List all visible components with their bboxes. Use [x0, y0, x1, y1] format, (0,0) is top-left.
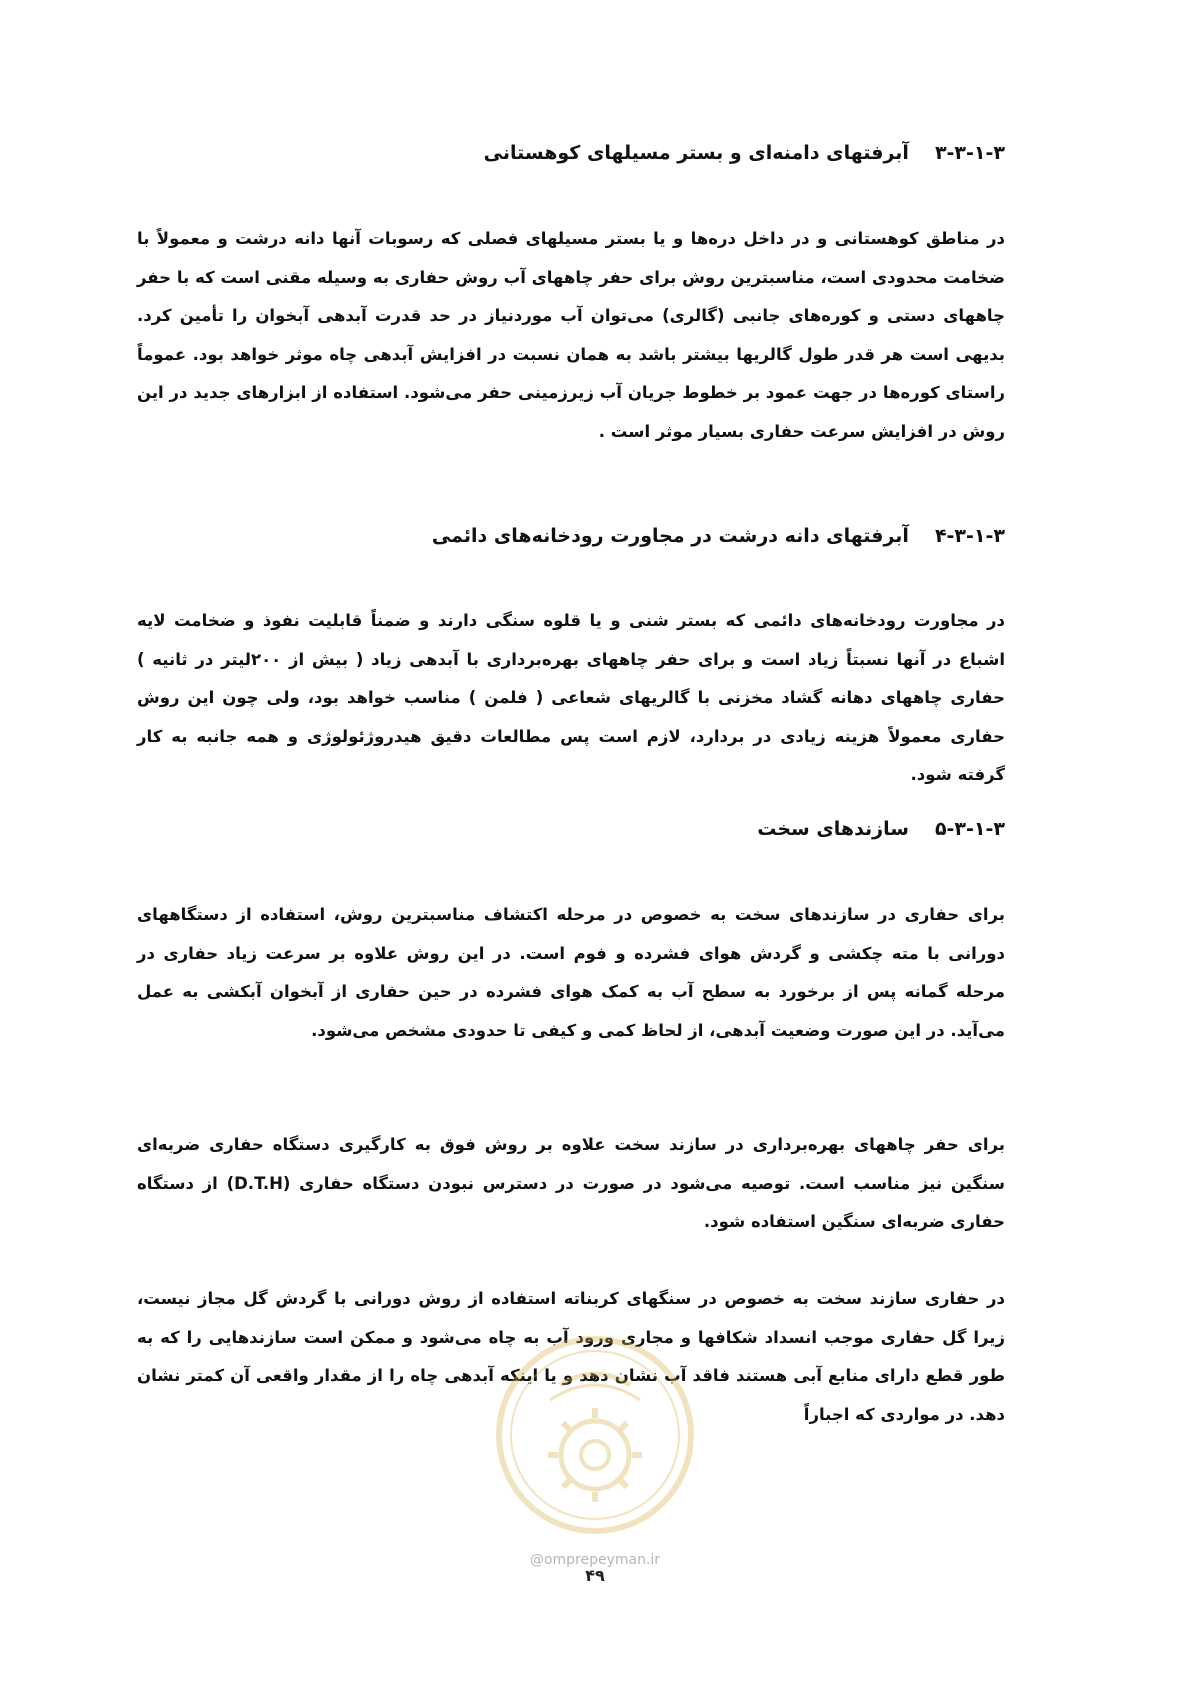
section-heading-4-3-1-3 [432, 525, 1005, 547]
section-number: ۵-۳-۱-۳ [934, 818, 1005, 840]
section-number: ۳-۳-۱-۳ [934, 142, 1005, 164]
section-title: آبرفتهای دانه درشت در مجاورت رودخانه‌های دائمی [431, 525, 909, 547]
paragraph: در مجاورت رودخانه‌های دائمی که بستر شنی و یا قلوه سنگی دارند و ضمناً قابلیت نفوذ و ضخامت لایه اشباع در آنها نسبتاً زیاد است و برای حفر چاههای بهره‌برداری با آبدهی زیاد ( بیش از ۲۰۰لیتر در ثانیه ) حفاری چاههای دهانه گشاد مخزنی با گالریهای شعاعی ( فلمن ) مناسب خواهد بود، ولی چون این روش حفاری معمولاً هزینه زیادی در بردارد، لازم است پس مطالعات دقیق هیدروژئولوژی و همه جانبه به کار گرفته شود. [137, 611, 1005, 785]
section-title: سازندهای سخت [757, 818, 909, 840]
section-heading-3-3-1-3 [484, 142, 1005, 164]
paragraph: برای حفاری در سازندهای سخت به خصوص در مرحله اکتشاف مناسبترین روش، استفاده از دستگاههای دورانی با مته چکشی و گردش هوای فشرده و فوم است. در این روش علاوه بر سرعت زیاد حفاری در مرحله گمانه پس از برخورد به سطح آب به کمک هوای فشرده در حین حفاری از آبخوان آبکشی به عمل می‌آید. در این صورت وضعیت آبدهی، از لحاظ کمی و کیفی تا حدودی مشخص می‌شود. [137, 905, 1005, 1040]
section-number: ۴-۳-۱-۳ [934, 525, 1005, 547]
watermark-site: @omprepeyman.ir [529, 1552, 661, 1568]
paragraph: در مناطق کوهستانی و در داخل دره‌ها و یا بستر مسیلهای فصلی که رسوبات آنها دانه درشت و معمولاً با ضخامت محدودی است، مناسبترین روش برای حفر چاههای آب روش حفاری به وسیله مقنی است که با حفر چاههای دستی و کوره‌های جانبی (گالری) می‌توان آب موردنیاز در حد قدرت آبدهی آبخوان را تأمین کرد. بدیهی است هر قدر طول گالریها بیشتر باشد به همان نسبت در افزایش آبدهی چاه موثر خواهد بود. عموماً راستای کوره‌ها در جهت عمود بر خطوط جریان آب زیرزمینی حفر می‌شود. استفاده از ابزارهای جدید در این روش در افزایش سرعت حفاری بسیار موثر است . [137, 229, 1005, 441]
paragraph: در حفاری سازند سخت به خصوص در سنگهای کربناته استفاده از روش دورانی با گردش گل مجاز نیست، زیرا گل حفاری موجب انسداد شکافها و مجاری ورود آب به چاه می‌شود و ممکن است سازندهایی را که به طور قطع دارای منابع آبی هستند فاقد آب نشان دهد و یا اینکه آبدهی چاه را از مقدار واقعی آن کمتر نشان دهد. در مواردی که اجباراً [137, 1289, 1005, 1424]
section-heading-5-3-1-3 [757, 818, 1005, 840]
section-title: آبرفتهای دامنه‌ای و بستر مسیلهای کوهستانی [483, 142, 909, 164]
paragraph: برای حفر چاههای بهره‌برداری در سازند سخت علاوه بر روش فوق به کارگیری دستگاه حفاری ضربه‌ای سنگین نیز مناسب است. توصیه می‌شود در صورت در دسترس نبودن دستگاه حفاری (D.T.H) از دستگاه حفاری ضربه‌ای سنگین استفاده شود. [137, 1135, 1005, 1232]
page-number: ۴۹ [585, 1566, 605, 1585]
